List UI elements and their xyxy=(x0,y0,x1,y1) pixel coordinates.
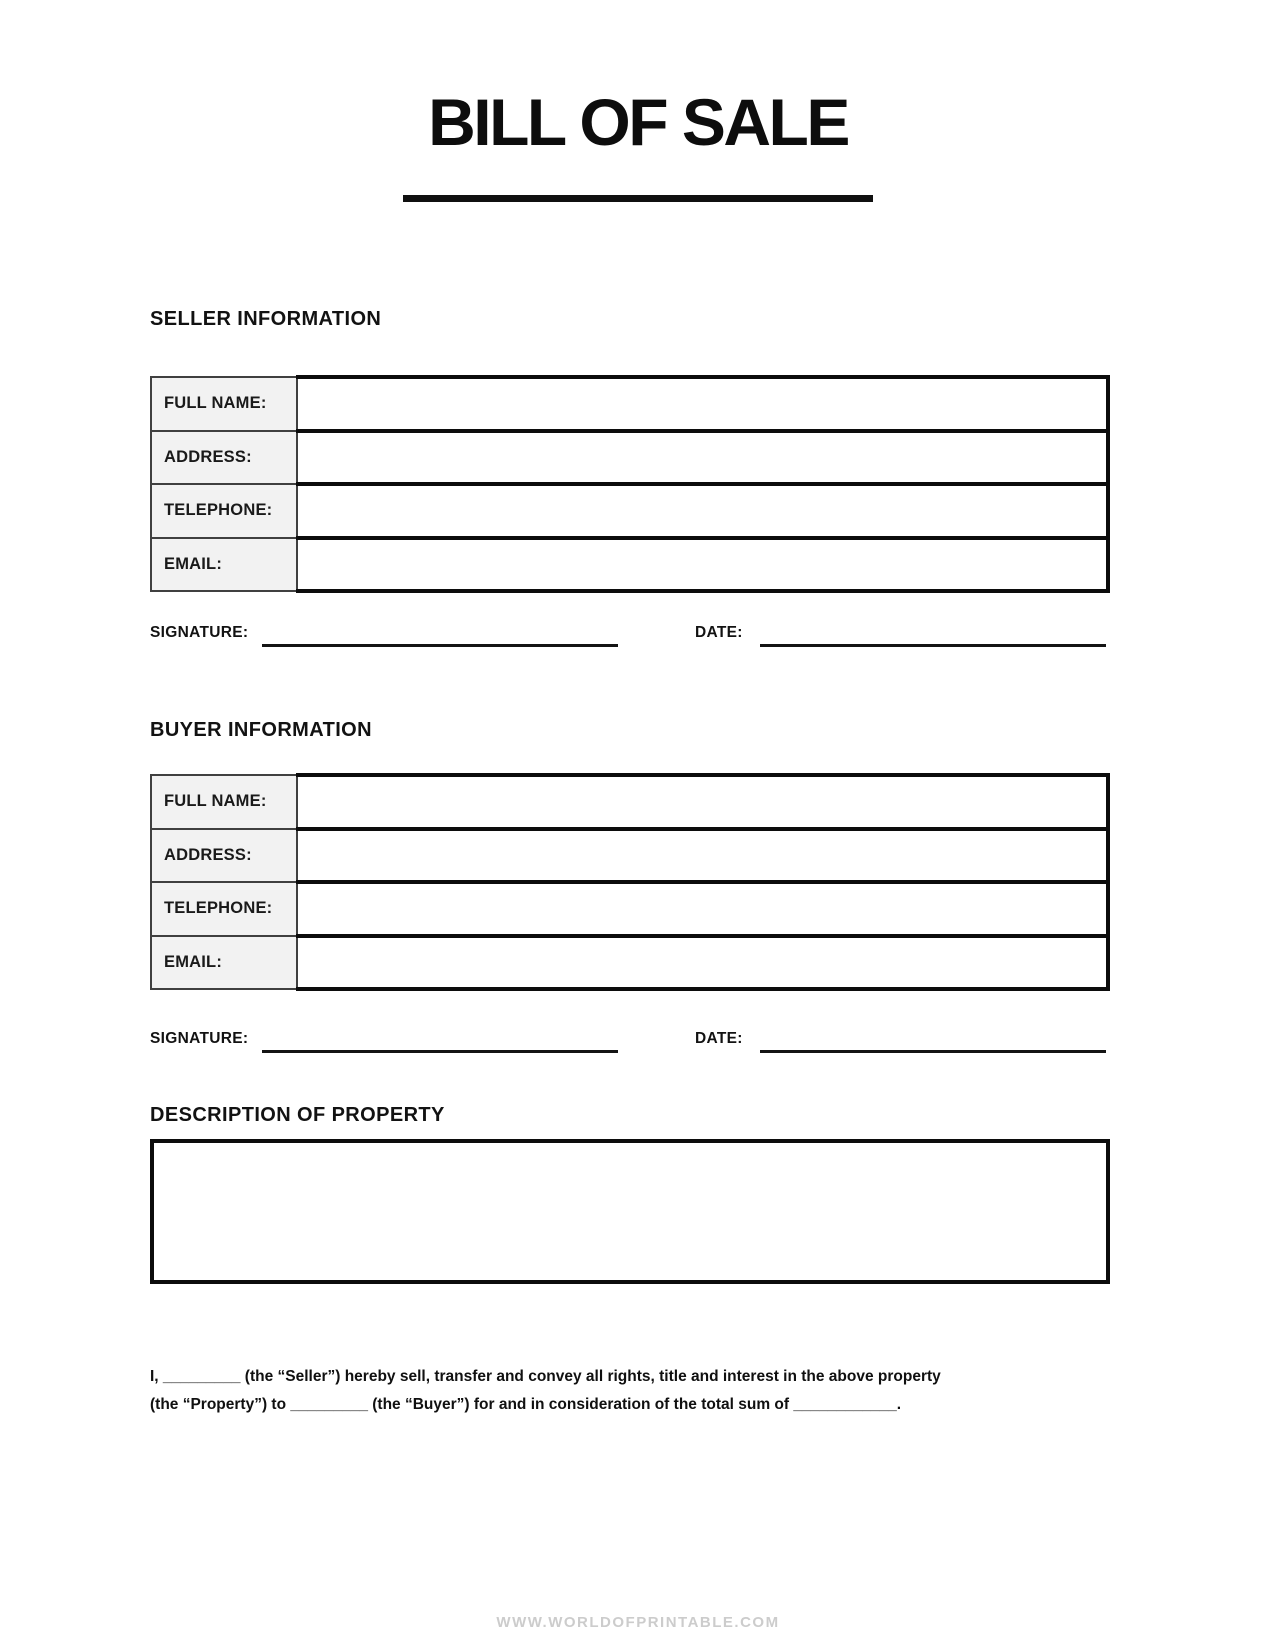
property-section-heading: DESCRIPTION OF PROPERTY xyxy=(150,1104,445,1126)
table-row xyxy=(151,431,1108,485)
title-underline xyxy=(403,195,873,202)
seller-signature-line[interactable] xyxy=(262,624,618,647)
buyer-email-label: EMAIL: xyxy=(151,936,297,990)
terms-line-1: I, _________ (the “Seller”) hereby sell, transfer and convey all rights, title and interest in the above property xyxy=(150,1368,941,1385)
buyer-signature-line[interactable] xyxy=(262,1030,618,1053)
buyer-date-label: DATE: xyxy=(695,1030,743,1047)
buyer-signature-row xyxy=(150,1030,1110,1056)
buyer-full-name-input[interactable] xyxy=(297,775,1108,829)
seller-telephone-input[interactable] xyxy=(297,484,1108,538)
seller-address-label: ADDRESS: xyxy=(151,431,297,485)
seller-section-heading: SELLER INFORMATION xyxy=(150,308,382,330)
seller-signature-row xyxy=(150,624,1110,650)
seller-address-input[interactable] xyxy=(297,431,1108,485)
seller-signature-label: SIGNATURE: xyxy=(150,624,249,641)
buyer-signature-label: SIGNATURE: xyxy=(150,1030,249,1047)
buyer-full-name-label: FULL NAME: xyxy=(151,775,297,829)
seller-email-input[interactable] xyxy=(297,538,1108,592)
table-row xyxy=(151,377,1108,431)
terms-paragraph xyxy=(150,1363,1070,1419)
property-description-input[interactable] xyxy=(150,1139,1110,1284)
table-row xyxy=(151,484,1108,538)
buyer-email-input[interactable] xyxy=(297,936,1108,990)
table-row xyxy=(151,775,1108,829)
buyer-section-heading: BUYER INFORMATION xyxy=(150,719,372,741)
terms-line-2: (the “Property”) to _________ (the “Buyer”) for and in consideration of the total sum of ____________. xyxy=(150,1396,902,1413)
table-row xyxy=(151,538,1108,592)
footer-url: WWW.WORLDOFPRINTABLE.COM xyxy=(496,1614,780,1631)
buyer-address-input[interactable] xyxy=(297,829,1108,883)
seller-email-label: EMAIL: xyxy=(151,538,297,592)
seller-date-label: DATE: xyxy=(695,624,743,641)
table-row xyxy=(151,882,1108,936)
seller-full-name-label: FULL NAME: xyxy=(151,377,297,431)
buyer-info-table xyxy=(150,773,1110,991)
seller-info-table xyxy=(150,375,1110,593)
table-row xyxy=(151,936,1108,990)
table-row xyxy=(151,829,1108,883)
page-title: BILL OF SALE xyxy=(428,85,848,159)
seller-date-line[interactable] xyxy=(760,624,1106,647)
buyer-date-line[interactable] xyxy=(760,1030,1106,1053)
seller-full-name-input[interactable] xyxy=(297,377,1108,431)
buyer-telephone-input[interactable] xyxy=(297,882,1108,936)
buyer-address-label: ADDRESS: xyxy=(151,829,297,883)
buyer-telephone-label: TELEPHONE: xyxy=(151,882,297,936)
seller-telephone-label: TELEPHONE: xyxy=(151,484,297,538)
